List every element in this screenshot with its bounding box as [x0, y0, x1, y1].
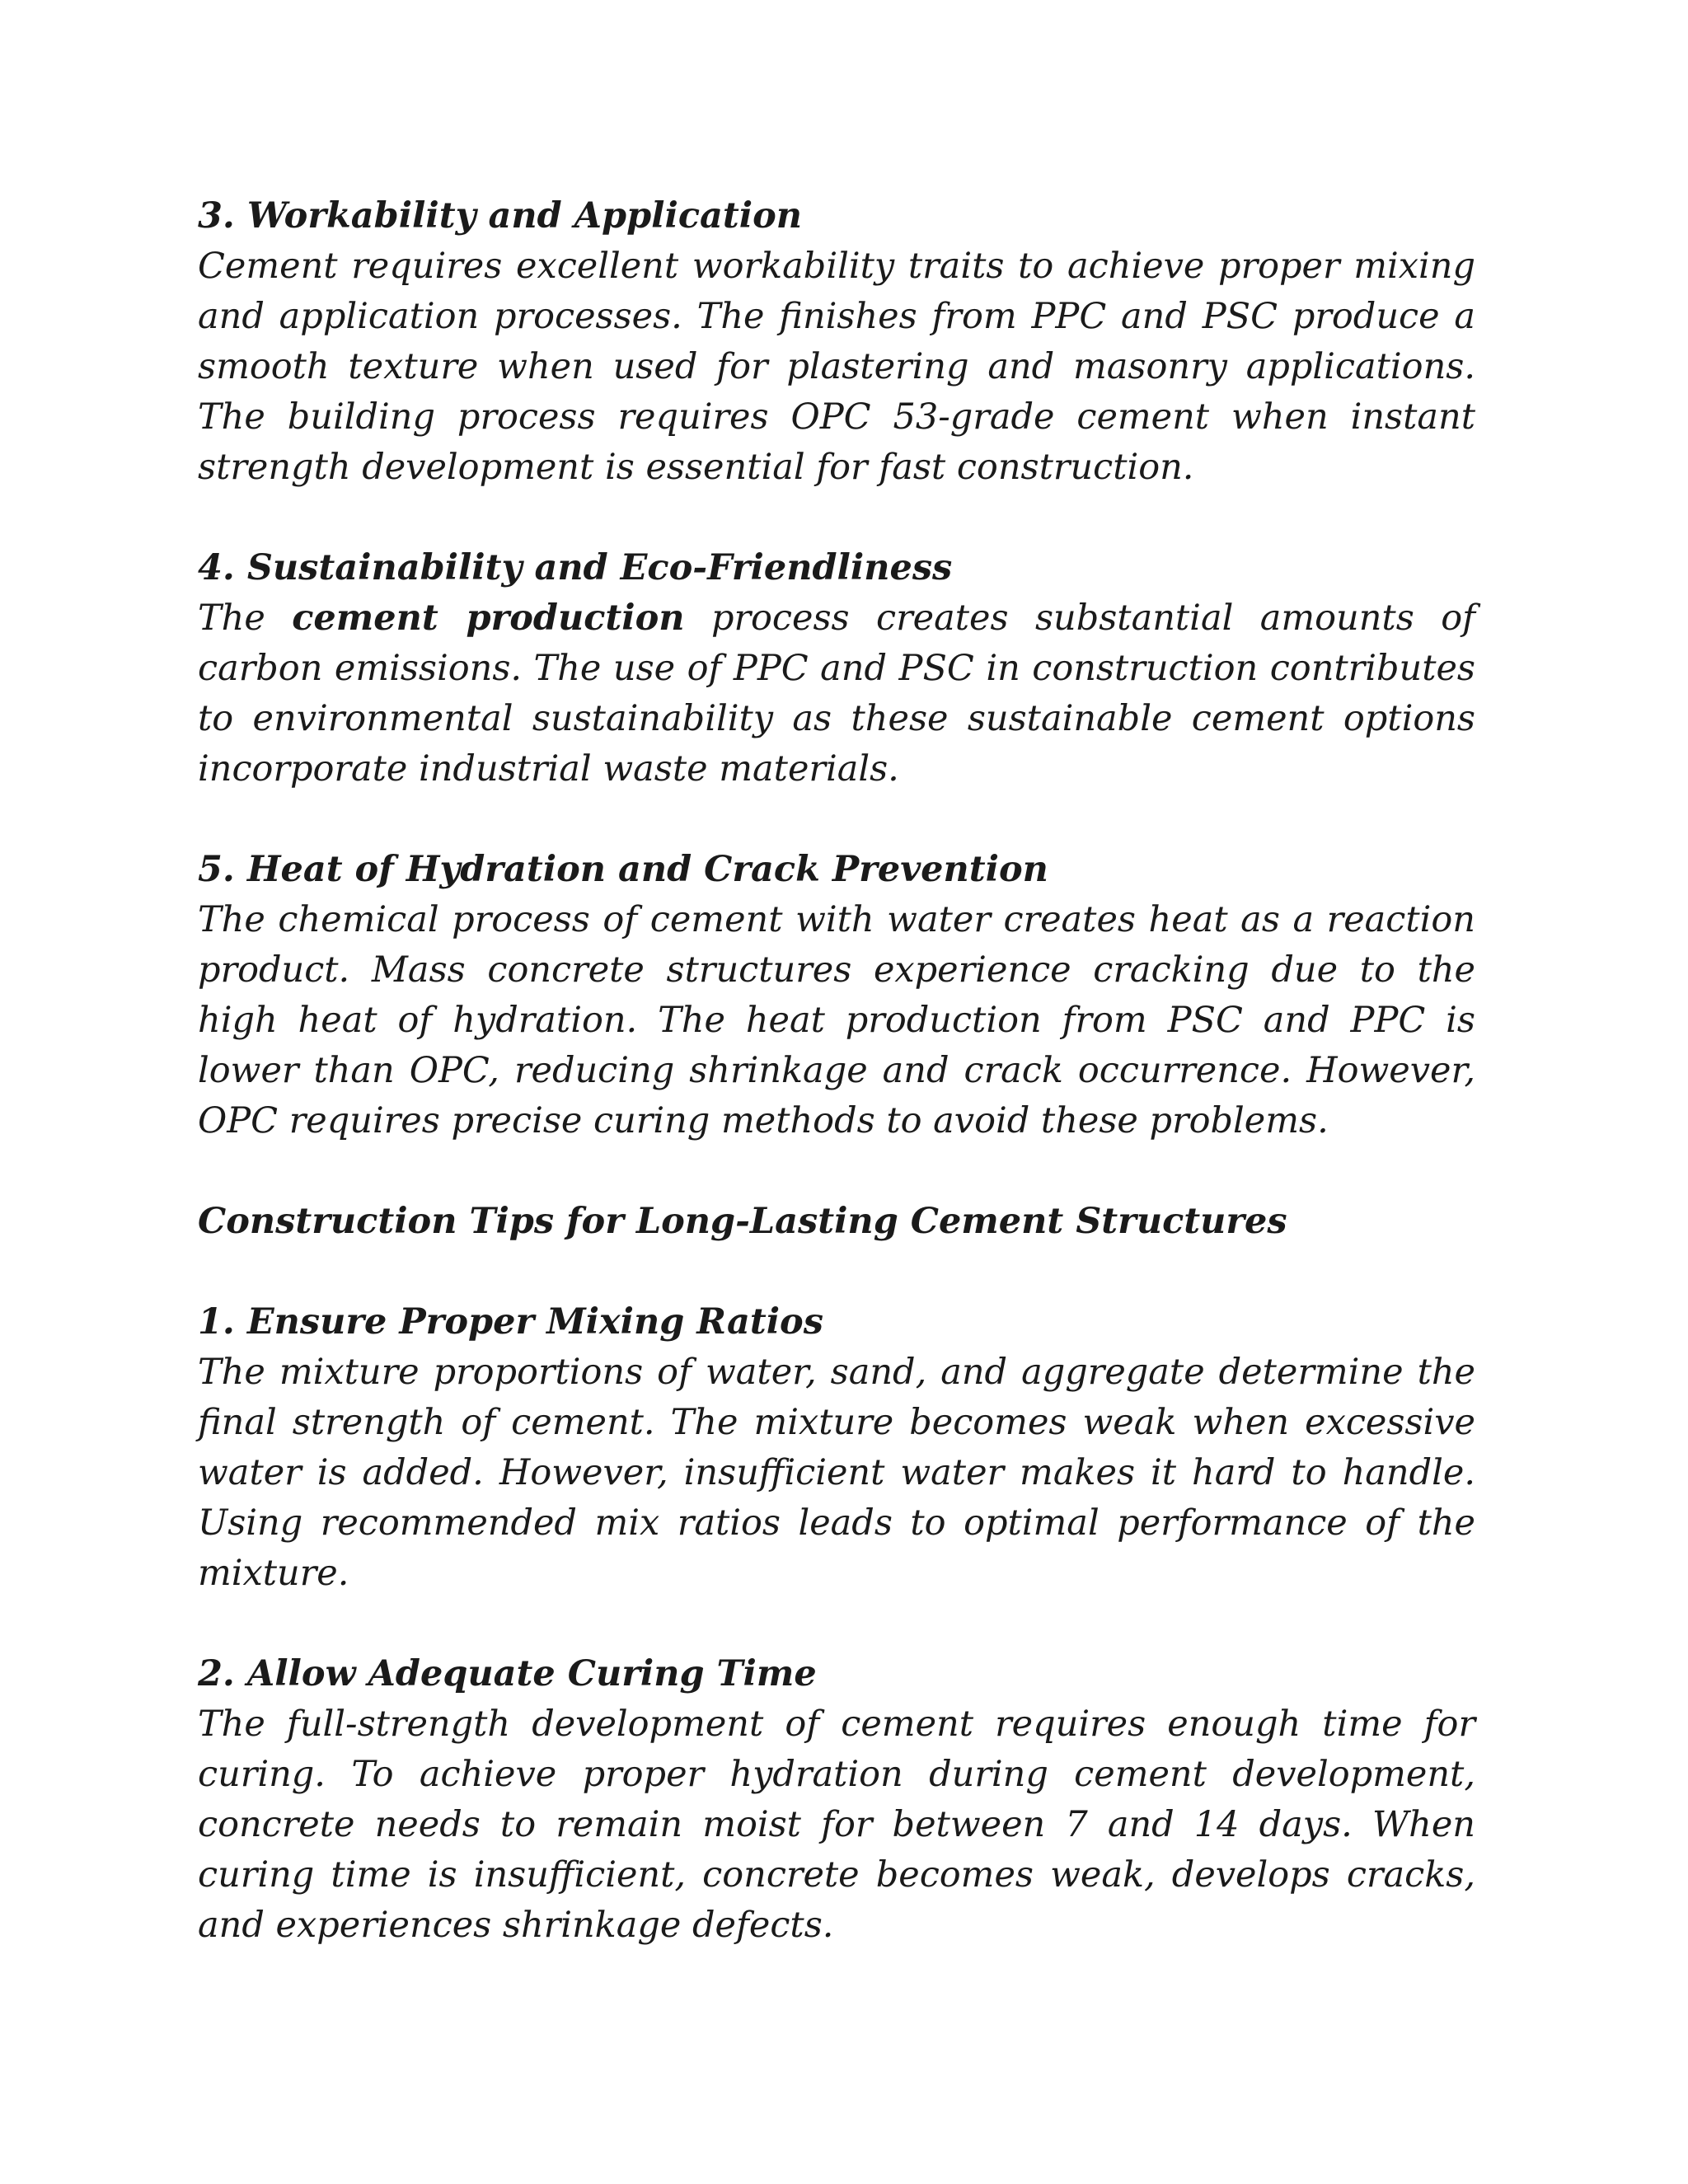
section-paragraph: Cement requires excellent workability traits to achieve proper mixing and application processes. The finishes from PPC and PSC produce a smooth texture when used for plastering and masonry applications. The building process requires OPC 53-grade cement when instant strength development is essential for fast construction.	[198, 246, 1475, 488]
section-paragraph: The chemical process of cement with water creates heat as a reaction product. Mass concrete structures experience cracking due to the high heat of hydration. The heat production from PSC and PPC is lower than OPC, reducing shrinkage and crack occurrence. However, OPC requires precise curing methods to avoid these problems.	[198, 899, 1475, 1141]
tip-mixing-ratios	[198, 1297, 1475, 1599]
tips-title: Construction Tips for Long-Lasting Cement Structures	[198, 1201, 1287, 1242]
spacer	[198, 1247, 1475, 1297]
section-heat-of-hydration	[198, 845, 1475, 1146]
paragraph-suffix: process creates substantial amounts of carbon emissions. The use of PPC and PSC in construction contributes to environmental sustainability as these sustainable cement options incorporate industrial waste materials.	[198, 598, 1475, 790]
section-sustainability	[198, 543, 1475, 794]
spacer	[198, 1146, 1475, 1197]
tip-curing-time	[198, 1649, 1475, 1951]
tip-paragraph: The mixture proportions of water, sand, and aggregate determine the final strength of cement. The mixture becomes weak when excessive water is added. However, insufficient water makes it hard to handle. Using recommended mix ratios leads to optimal performance of the mixture.	[198, 1352, 1475, 1594]
section-heading: 5. Heat of Hydration and Crack Prevention	[198, 849, 1048, 890]
section-workability	[198, 191, 1475, 493]
section-heading: 4. Sustainability and Eco-Friendliness	[198, 547, 953, 588]
tip-paragraph: The full-strength development of cement requires enough time for curing. To achieve proper hydration during cement development, concrete needs to remain moist for between 7 and 14 days. When curing time is insufficient, concrete becomes weak, develops cracks, and experiences shrinkage defects.	[198, 1704, 1475, 1946]
bold-term-cement-production: cement production	[292, 598, 685, 639]
paragraph-prefix: The	[198, 598, 293, 639]
section-paragraph	[198, 593, 1475, 794]
tip-heading: 2. Allow Adequate Curing Time	[198, 1653, 817, 1694]
spacer	[198, 794, 1475, 845]
spacer	[198, 493, 1475, 543]
section-heading: 3. Workability and Application	[198, 195, 803, 237]
spacer	[198, 1599, 1475, 1649]
tip-heading: 1. Ensure Proper Mixing Ratios	[198, 1301, 823, 1343]
document-page	[198, 191, 1475, 1951]
